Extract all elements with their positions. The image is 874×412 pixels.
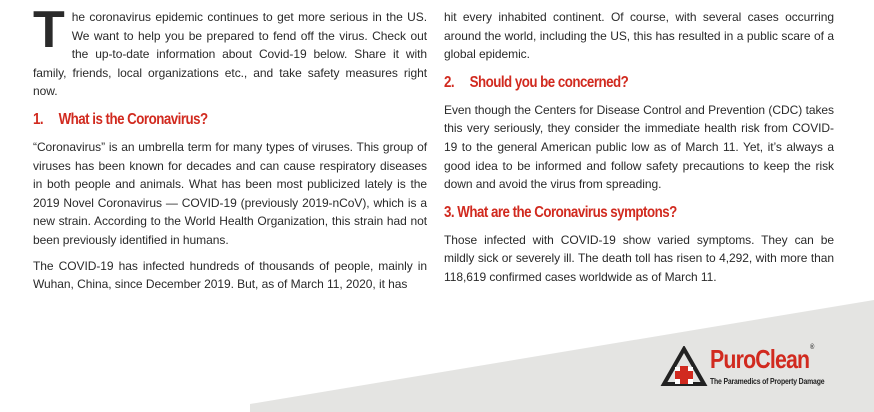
brand-tagline: The Paramedics of Property Damage (710, 377, 825, 386)
section-2-paragraph: Even though the Centers for Disease Control and Prevention (CDC) takes this very seriously, they consider the immediate health risk from COVID-19 to the general American public low as of March 11. Yet, it’s always a good idea to be informed and follow safety precautions to keep the risk down and avoid the virus from spreading. (444, 102, 834, 192)
registered-mark: ® (810, 344, 814, 351)
section-2-heading (444, 74, 779, 92)
section-1-title: What is the Coronavirus? (58, 110, 208, 128)
puroclean-logo (660, 346, 850, 390)
section-3-paragraph: Those infected with COVID-19 show varied symptoms. They can be mildly sick or severely ill. The death toll has risen to 4,292, with more than 118,619 confirmed cases worldwide as of March 11. (444, 232, 834, 284)
section-2-number: 2. (444, 73, 455, 91)
brand-name (710, 344, 813, 375)
intro-text: he coronavirus epidemic continues to get more serious in the US. We want to help you be prepared to fend off the virus. Check out the up-to-date information about Covid-19 below. Share it with family, friends, local organizations etc., and take safety measures right now. (33, 10, 427, 99)
section-1-paragraph-2: The COVID-19 has infected hundreds of thousands of people, mainly in Wuhan, China, since December 2019. But, as of March 11, 2020, it has (33, 258, 427, 292)
section-2-title: Should you be concerned? (469, 73, 629, 91)
section-1-number: 1. (33, 110, 44, 128)
house-cross-logo-icon (660, 346, 708, 390)
left-column (33, 1, 427, 301)
brand-clean: Clean (755, 344, 810, 374)
section-1-paragraph-1: “Coronavirus” is an umbrella term for many types of viruses. This group of viruses has been known for decades and can cause respiratory diseases in both people and animals. What has been most publicized lately is the 2019 Novel Coronavirus — COVID-19 (previously 2019-nCoV), which is a new strain. According to the World Health Organization, this strain had not been previously identified in humans. (33, 139, 427, 247)
intro-paragraph (33, 1, 427, 101)
section-3-heading: 3. What are the Coronavirus symptons? (444, 203, 677, 221)
right-column (444, 8, 834, 294)
brand-puro: Puro (710, 344, 756, 374)
section-1-continuation: hit every inhabited continent. Of course, with several cases occurring around the world, including the US, this has resulted in a public scare of a global epidemic. (444, 10, 834, 62)
section-1-heading (33, 111, 372, 129)
drop-cap: T (33, 1, 65, 59)
